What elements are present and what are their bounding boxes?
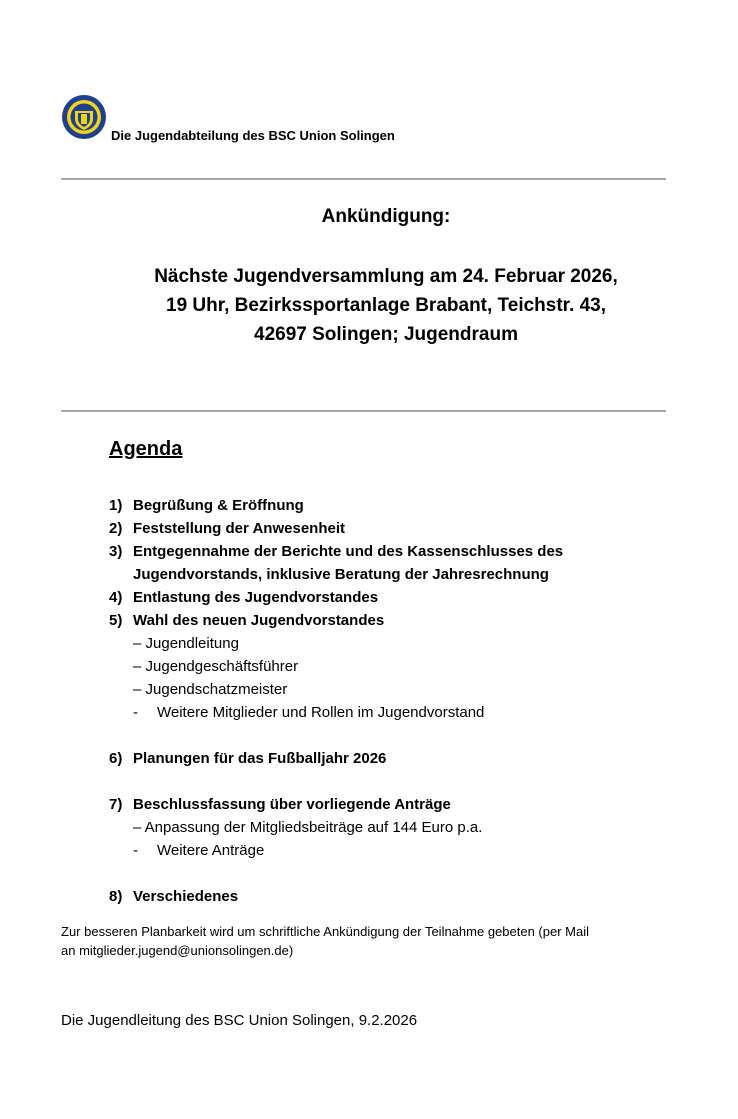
- agenda-item-number: 5): [109, 612, 123, 629]
- agenda-item: [109, 586, 669, 609]
- announcement-line: 42697 Solingen; Jugendraum: [254, 324, 518, 345]
- club-crest-icon: [61, 94, 107, 140]
- agenda-subitem-text: Weitere Anträge: [157, 842, 265, 859]
- agenda-item: [109, 609, 669, 632]
- agenda-subitem: [109, 701, 669, 724]
- agenda-item-number: 3): [109, 543, 123, 560]
- registration-note-line: Zur besseren Planbarkeit wird um schriftliche Ankündigung der Teilnahme gebeten (per Mail: [61, 924, 589, 939]
- agenda-list: [109, 494, 669, 908]
- agenda-item-text: Begrüßung & Eröffnung: [133, 497, 304, 514]
- divider-top: [61, 178, 666, 180]
- agenda-item-number: 4): [109, 589, 123, 606]
- agenda-subitem: – Anpassung der Mitgliedsbeiträge auf 144 Euro p.a.: [133, 819, 483, 836]
- dash-marker: -: [133, 842, 138, 859]
- agenda-item-number: 6): [109, 750, 123, 767]
- announcement-text: [61, 262, 711, 349]
- dash-marker: -: [133, 704, 138, 721]
- organization-name: Die Jugendabteilung des BSC Union Solingen: [111, 128, 395, 143]
- agenda-item-number: 8): [109, 888, 123, 905]
- agenda-item: [109, 517, 669, 540]
- divider-bottom: [61, 410, 666, 412]
- announcement-line: Nächste Jugendversammlung am 24. Februar 2026,: [154, 266, 618, 287]
- registration-note: [61, 922, 671, 960]
- agenda-item: [109, 747, 669, 770]
- agenda-item: [109, 494, 669, 517]
- agenda-item-text: Planungen für das Fußballjahr 2026: [133, 750, 387, 767]
- agenda-item: [109, 885, 669, 908]
- agenda-item: [109, 793, 669, 816]
- announcement-heading: Ankündigung:: [321, 206, 451, 227]
- agenda-subitem-text: Weitere Mitglieder und Rollen im Jugendvorstand: [157, 704, 485, 721]
- agenda-subitem: – Jugendschatzmeister: [133, 681, 288, 698]
- agenda-item-text-continued: Jugendvorstands, inklusive Beratung der Jahresrechnung: [133, 566, 549, 583]
- agenda-item-number: 7): [109, 796, 123, 813]
- agenda-item-text: Feststellung der Anwesenheit: [133, 520, 345, 537]
- agenda-item-text: Entlastung des Jugendvorstandes: [133, 589, 379, 606]
- agenda-title: Agenda: [109, 438, 183, 460]
- agenda-item-text: Entgegennahme der Berichte und des Kassenschlusses des: [133, 543, 564, 560]
- agenda-item-number: 1): [109, 497, 123, 514]
- agenda-subitem: – Jugendleitung: [133, 635, 239, 652]
- agenda-item-text: Beschlussfassung über vorliegende Anträge: [133, 796, 451, 813]
- agenda-subitem: – Jugendgeschäftsführer: [133, 658, 299, 675]
- agenda-item-number: 2): [109, 520, 123, 537]
- agenda-subitem: [109, 839, 669, 862]
- agenda-item: [109, 540, 669, 586]
- signature: Die Jugendleitung des BSC Union Solingen, 9.2.2026: [61, 1012, 418, 1029]
- agenda-item-text: Wahl des neuen Jugendvorstandes: [133, 612, 385, 629]
- registration-note-line: an mitglieder.jugend@unionsolingen.de): [61, 943, 294, 958]
- agenda-item-text: Verschiedenes: [133, 888, 239, 905]
- announcement-line: 19 Uhr, Bezirkssportanlage Brabant, Teichstr. 43,: [166, 295, 606, 316]
